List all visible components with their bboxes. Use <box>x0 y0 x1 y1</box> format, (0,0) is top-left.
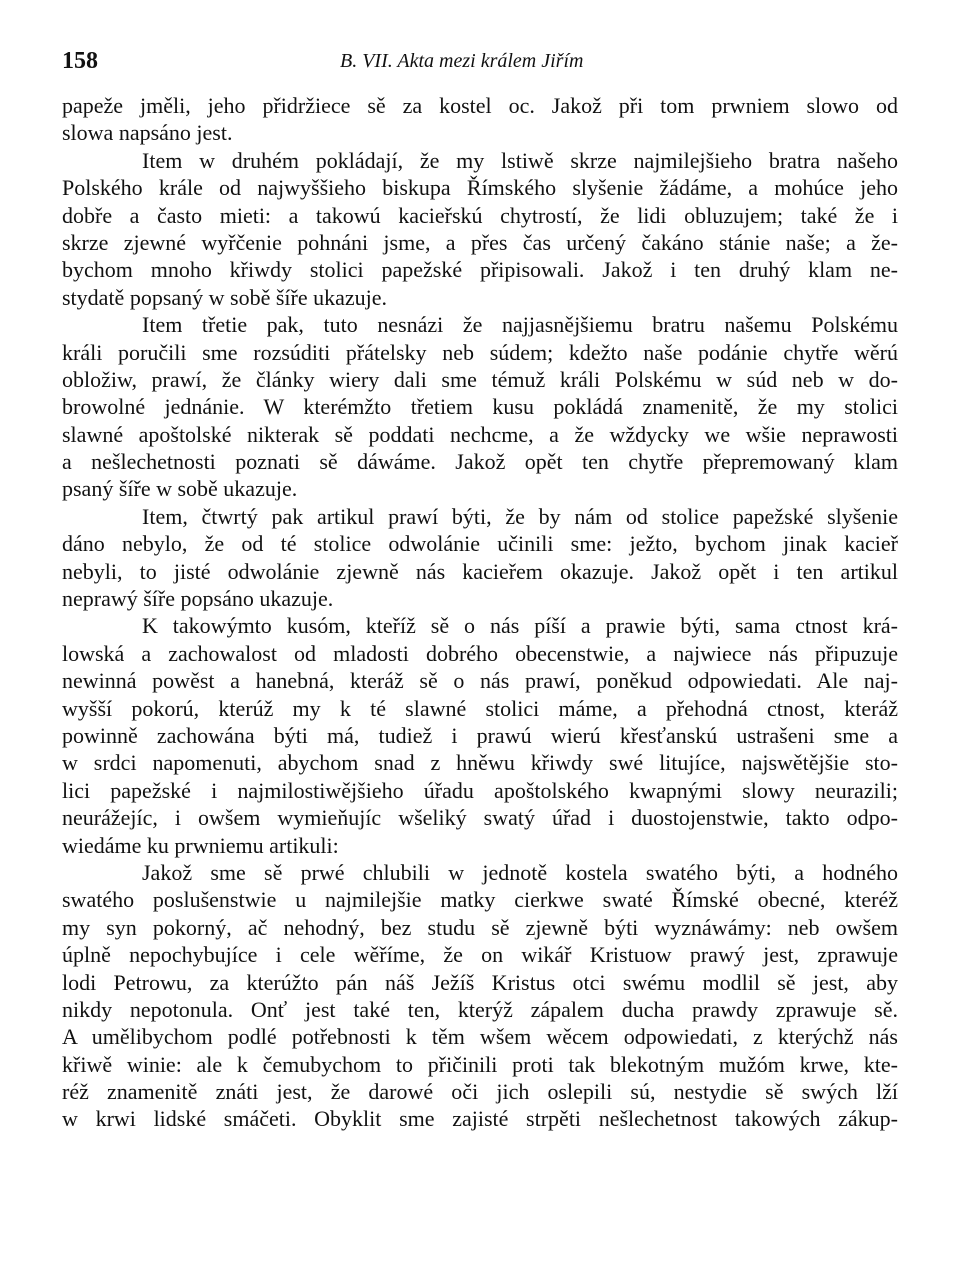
text-line: w srdci napomenuti, abychom snad z hněwu křiwdy swé litujíce, najswětějšie sto- <box>62 750 898 776</box>
text-line: newinná powěst a hanebná, kteráž sě o nás prawí, poněkud odpowiedati. Ale naj- <box>62 668 898 694</box>
text-line: wyšší pokorú, kterúž my k té slawné stolici máme, a přehodná ctnost, kteráž <box>62 695 898 721</box>
text-line: dáno nebylo, že od té stolice odwolánie učinili sme: ježto, bychom jinak kacieř <box>62 531 898 557</box>
text-line: Polského krále od najwyššieho biskupa Římského slyšenie žádáme, a mohúce jeho <box>62 175 898 201</box>
text-line: browolné jednánie. W kterémžto třetiem kusu pokládá znamenitě, že my stolici <box>62 394 898 420</box>
text-line: Jakož sme sě prwé chlubili w jednotě kostela swatého býti, a hodného <box>142 859 898 885</box>
text-line: obložiw, prawí, že články wiery dali sme témuž králi Polskému w súd neb w do- <box>62 366 898 392</box>
text-line: powinně zachowána býti má, tudiež i prawú wierú křesťanskú ustrašeni sme a <box>62 722 898 748</box>
text-line: réž znamenitě znáti jest, že darowé oči jich oslepili sú, nestydie sě swých lží <box>62 1079 898 1105</box>
text-line: Item, čtwrtý pak artikul prawí býti, že by nám od stolice papežské slyšenie <box>142 503 898 529</box>
text-line: K takowýmto kusóm, kteříž sě o nás píší a prawie býti, sama ctnost krá- <box>142 613 898 639</box>
text-line: lici papežské i najmilostiwějšieho úřadu apoštolského kwapnými slowy neurazili; <box>62 777 898 803</box>
running-head: B. VII. Akta mezi králem Jiřím <box>340 50 584 72</box>
text-line: psaný šíře w sobě ukazuje. <box>62 476 298 502</box>
text-line: w krwi lidské smáčeti. Obyklit sme zajisté strpěti nešlechetnost takowých zákup- <box>62 1106 898 1132</box>
text-line: neurážejíc, i owšem wymieňujíc wšeliký swatý úřad i duostojenstwie, takto odpo- <box>62 805 898 831</box>
text-line: křiwě winie: ale k čemubychom to přičinili proti tak blekotným mužóm krwe, kte- <box>62 1051 898 1077</box>
text-line: Item w druhém pokládají, že my lstiwě skrze najmilejšieho bratra našeho <box>142 147 898 173</box>
text-line: nebyli, to jisté odwolánie zjewně nás kacieřem okazuje. Jakož opět i ten artikul <box>62 558 898 584</box>
text-line: my syn pokorný, ač nehodný, bez studu sě zjewně býti wyznáwámy: neb owšem <box>62 914 898 940</box>
text-line: bychom mnoho křiwdy stolici papežské připisowali. Jakož i ten druhý klam ne- <box>62 257 898 283</box>
text-line: lowská a zachowalost od mladosti dobrého obecenstwie, a najwiece nás připuzuje <box>62 640 898 666</box>
text-line: neprawý šíře popsáno ukazuje. <box>62 586 334 612</box>
text-line: A umělibychom podlé potřebnosti k těm wšem wěcem odpowiedati, z kterýchž nás <box>62 1024 898 1050</box>
text-line: Item třetie pak, tuto nesnázi že najjasnějšiemu bratru našemu Polskému <box>142 312 898 338</box>
text-line: dobře a často mieti: a takowú kacieřskú chytrostí, že lidi obluzujem; také že i <box>62 202 898 228</box>
text-line: swatého poslušenstwie u najmilejšie matky cierkwe swaté Římské obecné, kteréž <box>62 887 898 913</box>
text-line: wiedáme ku prwniemu artikuli: <box>62 832 339 858</box>
text-line: slawné apoštolské nikterak sě poddati nechcme, a že wždycky we wšie neprawosti <box>62 421 898 447</box>
text-line: nikdy nepotonula. Onť jest také ten, kterýž zápalem ducha prawdy zprawuje sě. <box>62 996 898 1022</box>
text-line: a nešlechetnosti poznati sě dáwáme. Jakož opět ten chytře přepremowaný klam <box>62 449 898 475</box>
text-line: skrze zjewné wyřčenie pohnáni jsme, a přes čas určený čakáno stánie naše; a že- <box>62 229 898 255</box>
text-line: králi poručili sme rozsúditi přátelsky neb súdem; kdežto naše podánie chytře wěrú <box>62 339 898 365</box>
page-header <box>62 48 898 80</box>
text-line: papeže jměli, jeho přidržiece sě za kostel oc. Jakož při tom prwniem slowo od <box>62 93 898 118</box>
text-line: stydatě popsaný w sobě šíře ukazuje. <box>62 284 388 310</box>
page-number: 158 <box>62 48 98 74</box>
body-text <box>62 92 898 1133</box>
text-line: slowa napsáno jest. <box>62 120 233 146</box>
text-line: úplně nepochybujíce i cele wěříme, že on wikář Kristuow prawý jest, zprawuje <box>62 942 898 968</box>
text-line: lodi Petrowu, za kterúžto pán náš Ježíš Kristus otci swému modlil sě jest, aby <box>62 969 898 995</box>
